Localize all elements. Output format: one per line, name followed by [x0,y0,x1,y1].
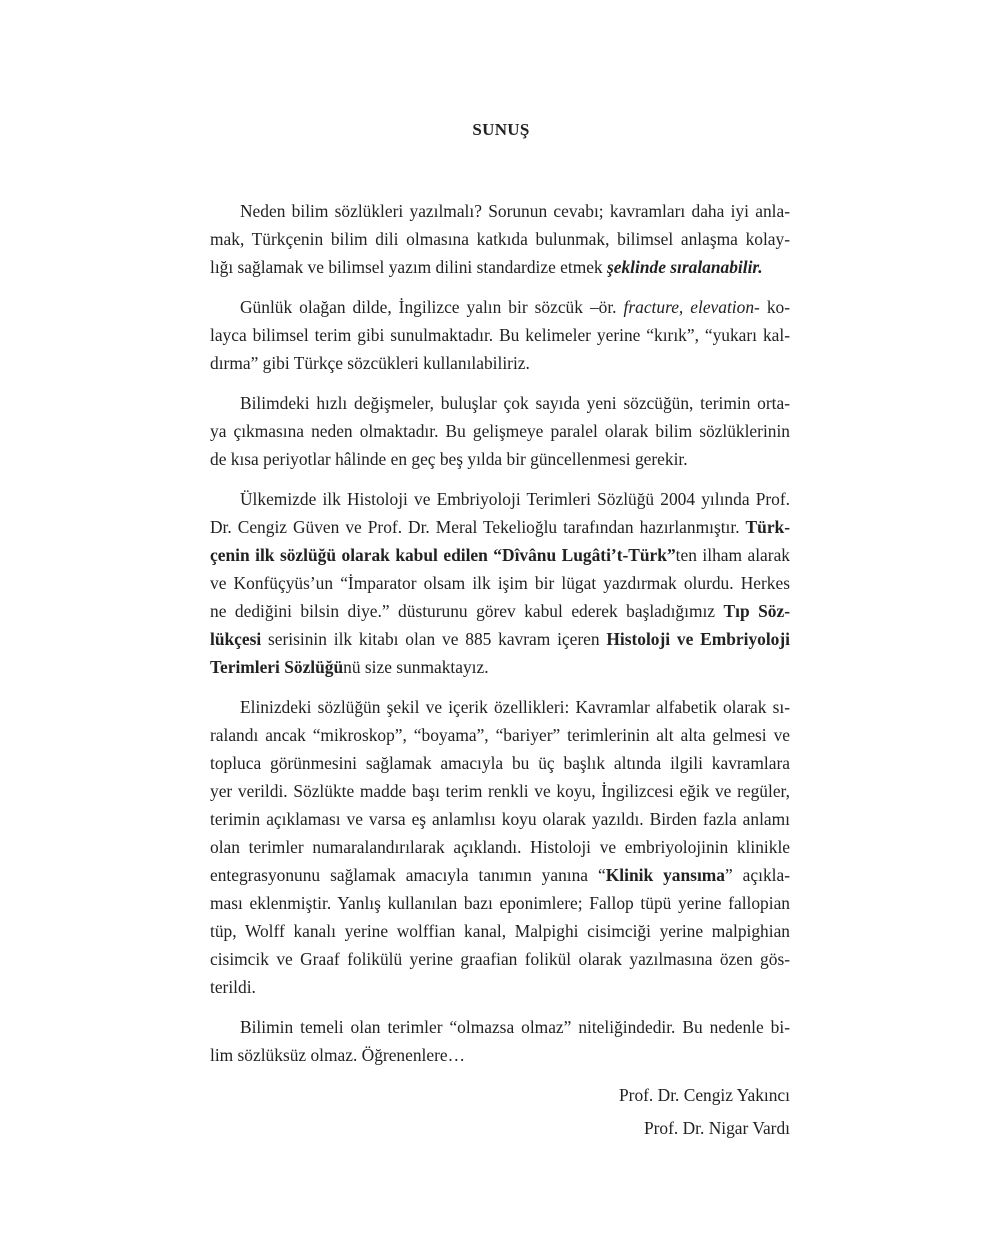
signature-author-2: Prof. Dr. Nigar Vardı [643,1118,790,1138]
text-line: Bilimin temeli olan terimler “olmazsa olmaz” niteliğindedir. Bu nedenle bi- [240,1017,790,1037]
text-line [240,293,790,321]
bold-text: Terimleri Sözlüğü [210,657,344,677]
text-line: topluca görünmesini sağlamak amacıyla bu üç başlık altında ilgili kavramlara [210,753,790,773]
text-line: Bilimdeki hızlı değişmeler, buluşlar çok sayıda yeni sözcüğün, terimin orta- [240,393,790,413]
bold-text: Klinik yansıma [605,865,725,885]
text-line [210,653,790,681]
text-line: ve Konfüçyüs’un “İmparator olsam ilk işim bir lügat yazdırmak olurdu. Herkes [210,573,790,593]
text-line: lim sözlüksüz olmaz. Öğrenenlere… [210,1045,465,1065]
bold-text: çenin ilk sözlüğü olarak kabul edilen “Dîvânu Lugâti’t-Türk” [210,545,676,565]
text-segment: ko- [759,297,791,317]
text-segment: Dr. Cengiz Güven ve Prof. Dr. Meral Tekelioğlu tarafından hazırlanmıştır. [210,517,746,537]
text-segment: nü size sunmaktayız. [343,657,489,677]
text-segment: ten ilham alarak [675,545,790,565]
text-line [210,541,790,569]
text-line: terimin açıklaması ve varsa eş anlamlısı koyu olarak yazıldı. Birden fazla anlamı [210,809,790,829]
text-segment: serisinin ilk kitabı olan ve 885 kavram içeren [261,629,607,649]
text-segment: lığı sağlamak ve bilimsel yazım dilini standardize etmek [210,257,607,277]
bold-text: Tıp Söz- [723,601,791,621]
text-line: yer verildi. Sözlükte madde başı terim renkli ve koyu, İngilizcesi eğik ve regüler, [210,781,790,801]
text-line: tüp, Wolff kanalı yerine wolffian kanal, Malpighi cisimciği yerine malpighian [210,921,790,941]
text-segment: Günlük olağan dilde, İngilizce yalın bir sözcük –ör. [240,297,624,317]
text-line: layca bilimsel terim gibi sunulmaktadır. Bu kelimeler yerine “kırık”, “yukarı kal- [210,325,790,345]
bold-text: Histoloji ve Embriyoloji [606,629,790,649]
text-line: Ülkemizde ilk Histoloji ve Embrіyoloji Terimleri Sözlüğü 2004 yılında Prof. [240,489,790,509]
text-line: Neden bilim sözlükleri yazılmalı? Sorunun cevabı; kavramları daha iyi anla- [240,201,790,221]
text-segment: entegrasyonunu sağlamak amacıyla tanımın yanına “ [210,865,606,885]
text-line: olan terimler numaralandırılarak açıklandı. Histoloji ve embriyolojinin klinikle [210,837,790,857]
text-line: ralandı ancak “mikroskop”, “boyama”, “bariyer” terimlerinin alt alta gelmesi ve [210,725,790,745]
text-line [210,253,790,281]
page-title: SUNUŞ [472,120,530,139]
text-line: ya çıkmasına neden olmaktadır. Bu gelişmeye paralel olarak bilim sözlüklerinin [210,421,790,441]
text-line: mak, Türkçenin bilim dili olmasına katkıda bulunmak, bilimsel anlaşma kolay- [210,229,790,249]
bold-text: Türk- [745,517,790,537]
text-line [210,861,790,889]
bold-italic-text: şeklinde sıralanabilir. [606,257,763,277]
text-line: de kısa periyotlar hâlinde en geç beş yılda bir güncellenmesi gerekir. [210,449,688,469]
text-line: terildi. [210,977,256,997]
text-line: ması eklenmiştir. Yanlış kullanılan bazı eponimlere; Fallop tüpü yerine fallopian [210,893,790,913]
italic-text: fracture, elevation- [623,297,760,317]
bold-text: lükçesi [210,629,262,649]
text-segment: ” açıkla- [724,865,790,885]
text-line: Elinizdeki sözlüğün şekil ve içerik özellikleri: Kavramlar alfabetik olarak sı- [240,697,790,717]
text-line [210,597,790,625]
text-line: cisimcik ve Graaf folikülü yerine graafian folikül olarak yazılmasına özen gös- [210,949,790,969]
text-line [210,625,790,653]
text-segment: ne dediğini bilsin diye.” düsturunu görev kabul ederek başladığımız [210,601,724,621]
text-line [210,513,790,541]
signature-author-1: Prof. Dr. Cengiz Yakıncı [618,1085,790,1105]
text-line: dırma” gibi Türkçe sözcükleri kullanılabiliriz. [210,353,530,373]
